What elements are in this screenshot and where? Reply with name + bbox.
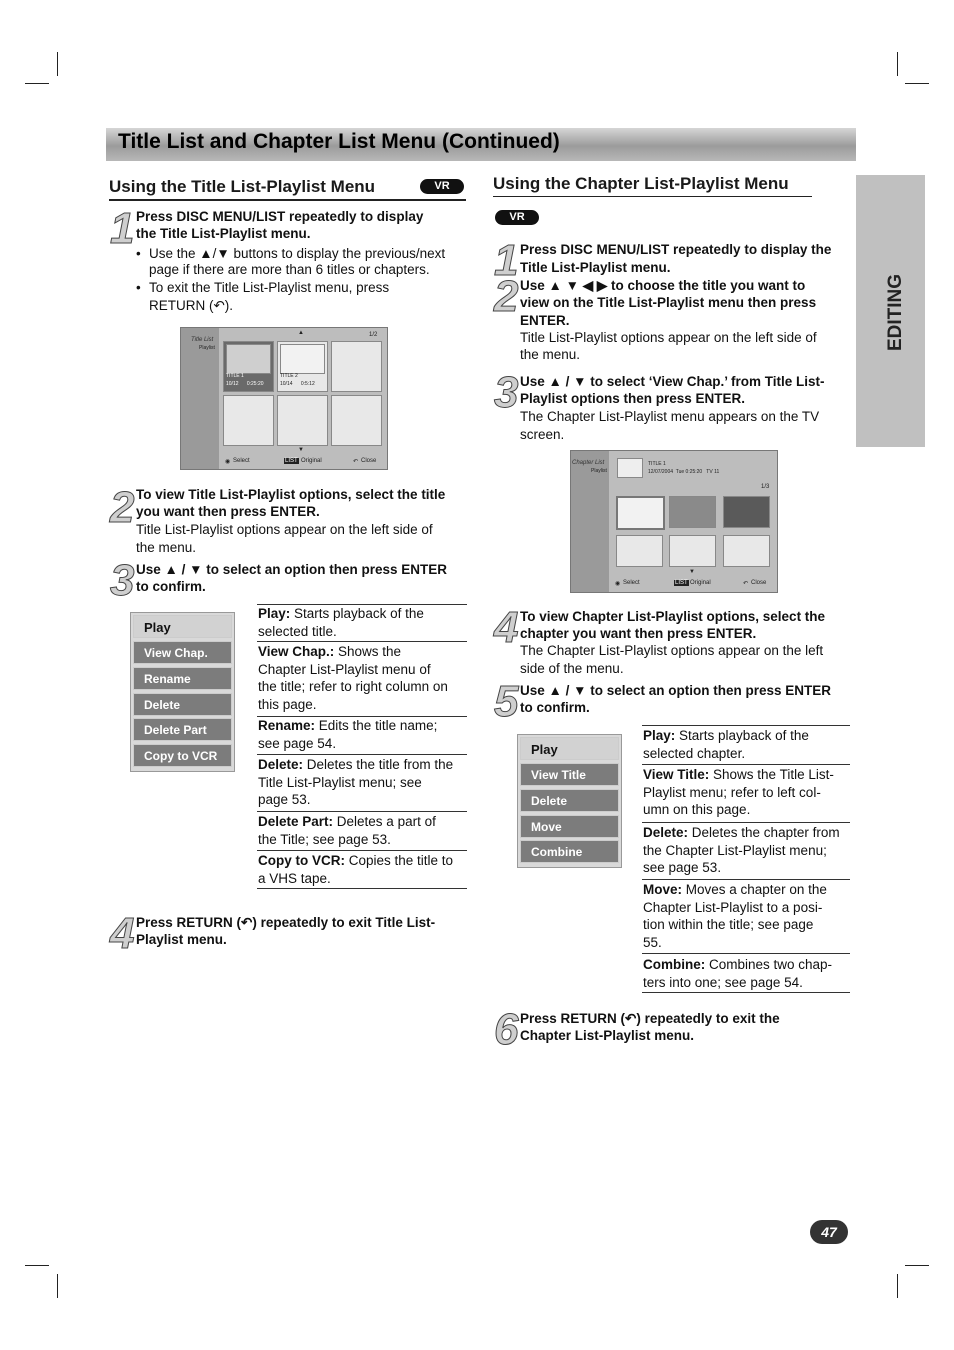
step-number: 2: [494, 272, 519, 321]
step-title: to confirm.: [136, 579, 206, 594]
desc-text: Deletes a part of: [333, 814, 436, 829]
chapter-list-screen: [570, 450, 778, 593]
desc-delete: [643, 824, 840, 877]
left-heading: Using the Title List-Playlist Menu: [109, 177, 376, 196]
step-title: Use ▲ / ▼ to select an option then press ENTER: [136, 562, 448, 577]
bullet-dot: •: [136, 280, 141, 295]
menu-item-delete[interactable]: Delete: [133, 693, 232, 716]
desc-term: Delete Part:: [258, 814, 334, 829]
desc-text: Starts playback of the: [290, 606, 424, 621]
step-title: Press RETURN (↶) repeatedly to exit the: [520, 1011, 780, 1026]
title-options-menu: [130, 612, 235, 772]
step-title: ENTER.: [520, 313, 570, 328]
empty-slot: [331, 341, 382, 392]
empty-slot: [669, 535, 716, 567]
step-title: Use ▲ / ▼ to select ‘View Chap.’ from Title List-: [520, 374, 825, 389]
step-title: Use ▲ / ▼ to select an option then press ENTER: [520, 683, 832, 698]
step-body: The Chapter List-Playlist menu appears on the TV: [520, 409, 820, 424]
down-arrow-icon: ▼: [298, 447, 304, 453]
step-title: Press DISC MENU/LIST repeatedly to display the: [520, 242, 832, 257]
desc-divider: [642, 953, 850, 954]
menu-item-delete-part[interactable]: Delete Part: [133, 718, 232, 741]
step-title: Chapter List-Playlist menu.: [520, 1028, 695, 1043]
desc-text: Edits the title name;: [315, 718, 438, 733]
desc-term: Play:: [643, 728, 676, 743]
step-title: view on the Title List-Playlist menu then press: [520, 295, 817, 310]
right-heading: Using the Chapter List-Playlist Menu: [493, 174, 789, 193]
bullet-dot: •: [136, 246, 141, 261]
desc-text: a VHS tape.: [258, 870, 331, 886]
footer-close: Close: [361, 458, 377, 464]
select-icon: ◉: [225, 459, 231, 465]
desc-divider: [257, 850, 467, 851]
step-title: chapter you want then press ENTER.: [520, 626, 757, 641]
step-number: 6: [494, 1005, 519, 1054]
vr-badge: VR: [495, 210, 539, 225]
desc-text: Shows the Title List-: [709, 767, 834, 782]
bullet-text: Use the ▲/▼ buttons to display the previous/next: [149, 246, 446, 261]
desc-text: Deletes the title from the: [303, 757, 454, 772]
chapter-thumbnail[interactable]: [723, 496, 770, 528]
empty-slot: [723, 535, 770, 567]
empty-slot: [223, 395, 274, 446]
bullet-text: To exit the Title List-Playlist menu, press: [149, 280, 390, 295]
desc-divider: [642, 764, 850, 765]
desc-term: View Title:: [643, 767, 710, 782]
list-key: LIST: [675, 580, 688, 586]
crop-mark: [25, 1265, 49, 1266]
chapter-thumbnail[interactable]: [616, 496, 665, 530]
desc-divider: [257, 754, 467, 755]
return-icon: ↶: [353, 459, 359, 465]
bullet-text: page if there are more than 6 titles or chapters.: [149, 262, 430, 277]
step-body: Title List-Playlist options appear on the left side of: [136, 522, 433, 537]
desc-delete-part: [258, 813, 436, 848]
crop-mark: [905, 83, 929, 84]
desc-play: [258, 605, 424, 640]
step-title: to confirm.: [520, 700, 590, 715]
list-key: LIST: [285, 458, 298, 464]
desc-divider: [642, 725, 850, 726]
step-number: 4: [494, 603, 519, 652]
desc-text: Shows the: [334, 644, 402, 659]
desc-term: Copy to VCR:: [258, 853, 345, 868]
vr-badge: VR: [420, 179, 464, 194]
up-arrow-icon: ▲: [298, 330, 304, 336]
desc-view-chap: [258, 643, 448, 713]
desc-text: Starts playback of the: [675, 728, 809, 743]
step-body: Title List-Playlist options appear on the left side of: [520, 330, 817, 345]
desc-delete: [258, 756, 453, 809]
desc-play: [643, 727, 809, 762]
step-title: the Title List-Playlist menu.: [136, 226, 311, 241]
title-info: 10/12 0:25:20: [226, 381, 264, 387]
screen-sublabel: Playlist: [199, 345, 215, 351]
step-body: side of the menu.: [520, 661, 624, 676]
heading-rule: [493, 196, 812, 197]
step-number: 2: [110, 483, 135, 532]
desc-text: the Chapter List-Playlist menu;: [643, 842, 827, 858]
menu-item-view-title[interactable]: View Title: [520, 763, 619, 786]
crop-mark: [25, 83, 49, 84]
desc-text: this page.: [258, 696, 317, 712]
bullet-text: RETURN (↶).: [149, 298, 234, 313]
step-body: the menu.: [520, 347, 581, 362]
step-title: Title List-Playlist menu.: [520, 260, 671, 275]
footer-original: Original: [301, 458, 322, 464]
step-number: 1: [494, 236, 519, 285]
step-title: Use ▲ ▼ ◀ ▶ to choose the title you want to: [520, 278, 806, 293]
select-icon: ◉: [615, 581, 621, 587]
desc-move: [643, 881, 827, 951]
chapter-options-menu: [517, 734, 622, 868]
desc-term: Delete:: [643, 825, 689, 840]
crop-mark: [897, 1274, 898, 1298]
empty-slot: [616, 535, 663, 567]
down-arrow-icon: ▼: [689, 569, 695, 575]
empty-slot: [277, 395, 328, 446]
desc-text: Playlist menu; refer to left col-: [643, 784, 821, 800]
desc-term: Play:: [258, 606, 291, 621]
desc-divider: [642, 822, 850, 823]
step-title: Press DISC MENU/LIST repeatedly to display: [136, 209, 424, 224]
step-title: To view Title List-Playlist options, select the title: [136, 487, 446, 502]
title-info: 10/14 0:5:12: [280, 381, 315, 387]
title-label: TITLE 1: [226, 373, 244, 379]
screen-sublabel: Playlist: [591, 468, 607, 474]
desc-rename: [258, 717, 437, 752]
heading-rule: [109, 199, 466, 201]
crop-mark: [905, 1265, 929, 1266]
desc-text: tion within the title; see page: [643, 917, 814, 932]
menu-item-move[interactable]: Move: [520, 815, 619, 838]
footer-select: Select: [623, 580, 640, 586]
title-thumbnail-image: [226, 344, 271, 374]
menu-item-rename[interactable]: Rename: [133, 667, 232, 690]
footer-close: Close: [751, 580, 767, 586]
desc-term: Combine:: [643, 957, 706, 972]
desc-text: 55.: [643, 934, 662, 950]
empty-slot: [331, 395, 382, 446]
page-indicator: 1/3: [761, 484, 770, 490]
desc-text: Moves a chapter on the: [682, 882, 827, 897]
section-tab-label: EDITING: [885, 273, 906, 351]
step-title: Playlist options then press ENTER.: [520, 391, 746, 406]
desc-term: Move:: [643, 882, 683, 897]
footer-original: Original: [690, 580, 711, 586]
step-number: 4: [110, 909, 135, 958]
title-list-screen: [180, 327, 388, 470]
desc-text: the title; refer to right column on: [258, 679, 448, 694]
step-number: 3: [110, 556, 135, 605]
desc-term: View Chap.:: [258, 644, 335, 659]
title-label: TITLE 2: [280, 373, 298, 379]
crop-mark: [897, 52, 898, 76]
desc-copy-to-vcr: [258, 852, 453, 887]
desc-text: Copies the title to: [345, 853, 454, 868]
desc-divider: [642, 992, 850, 993]
crop-mark: [57, 1274, 58, 1298]
step-number: 3: [494, 368, 519, 417]
step-number: 1: [110, 204, 135, 253]
footer-select: Select: [233, 458, 250, 464]
desc-text: selected chapter.: [643, 745, 746, 761]
menu-item-combine[interactable]: Combine: [520, 840, 619, 863]
page-indicator: 1/2: [369, 332, 378, 338]
menu-item-view-chap[interactable]: View Chap.: [133, 641, 232, 664]
desc-divider: [257, 641, 467, 642]
desc-text: ters into one; see page 54.: [643, 974, 803, 990]
desc-text: page 53.: [258, 792, 311, 807]
desc-text: Chapter List-Playlist to a posi-: [643, 899, 823, 915]
step-body: The Chapter List-Playlist options appear on the left: [520, 643, 824, 658]
title-preview: [617, 458, 643, 478]
step-number: 5: [494, 677, 519, 726]
desc-text: the Title; see page 53.: [258, 831, 391, 847]
desc-divider: [257, 811, 467, 812]
desc-combine: [643, 956, 832, 991]
return-icon: ↶: [743, 581, 749, 587]
desc-divider: [257, 888, 467, 889]
desc-view-title: [643, 766, 834, 819]
desc-text: Deletes the chapter from: [688, 825, 840, 840]
menu-item-play[interactable]: Play: [520, 737, 619, 760]
desc-text: umn on this page.: [643, 802, 751, 817]
desc-text: see page 53.: [643, 860, 722, 875]
page-number: 47: [810, 1220, 848, 1244]
desc-term: Delete:: [258, 757, 304, 772]
crop-mark: [57, 52, 58, 76]
desc-divider: [642, 879, 850, 880]
desc-text: selected title.: [258, 623, 337, 639]
title-info: 12/07/2004 Tue 0:25:20 TV 11: [648, 469, 720, 475]
step-title: To view Chapter List-Playlist options, select the: [520, 609, 826, 624]
menu-item-delete[interactable]: Delete: [520, 789, 619, 812]
screen-label: Title List: [191, 337, 214, 343]
desc-text: Title List-Playlist menu; see: [258, 774, 422, 790]
title-name: TITLE 1: [648, 461, 666, 467]
page-title: Title List and Chapter List Menu (Continued): [118, 130, 560, 153]
title-thumbnail-image: [280, 344, 325, 374]
desc-term: Rename:: [258, 718, 316, 733]
menu-item-copy-to-vcr[interactable]: Copy to VCR: [133, 744, 232, 767]
desc-text: Chapter List-Playlist menu of: [258, 661, 431, 677]
menu-item-play[interactable]: Play: [133, 615, 232, 638]
step-body: screen.: [520, 427, 565, 442]
chapter-thumbnail[interactable]: [669, 496, 716, 528]
desc-text: see page 54.: [258, 735, 337, 751]
step-title: you want then press ENTER.: [136, 504, 320, 519]
step-title: Playlist menu.: [136, 932, 227, 947]
step-title: Press RETURN (↶) repeatedly to exit Title List-: [136, 915, 436, 930]
desc-text: Combines two chap-: [705, 957, 833, 972]
step-body: the menu.: [136, 540, 197, 555]
screen-label: Chapter List: [572, 460, 605, 466]
